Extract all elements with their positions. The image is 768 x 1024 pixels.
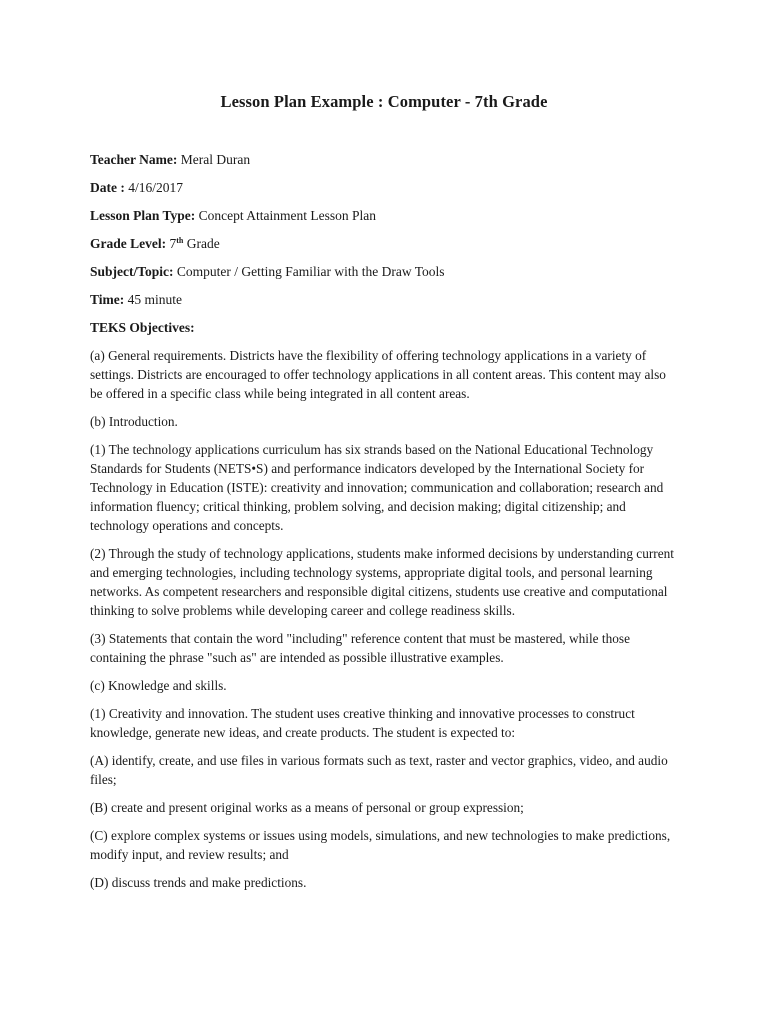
teacher-name-label: Teacher Name: [90, 152, 178, 167]
paragraph-B-create-present: (B) create and present original works as a means of personal or group expression; [90, 800, 524, 815]
grade-level-field [90, 234, 680, 253]
paragraph-b3-statements: (3) Statements that contain the word "including" reference content that must be mastered, while those containing the phrase "such as" are intended as possible illustrative examples. [90, 631, 630, 665]
grade-level-label: Grade Level: [90, 236, 167, 251]
grade-level-text: Grade [183, 236, 220, 251]
lesson-plan-type-label: Lesson Plan Type: [90, 208, 196, 223]
teacher-name-field [90, 150, 680, 169]
paragraph-c1-creativity: (1) Creativity and innovation. The student uses creative thinking and innovative processes to construct knowledge, generate new ideas, and create products. The student is expected to: [90, 706, 635, 740]
document-page [90, 92, 680, 901]
paragraph-a-general-requirements: (a) General requirements. Districts have the flexibility of offering technology applications in a variety of settings. Districts are encouraged to offer technology applications in all content areas. This content may also be offered in a specific class while being integrated in all content areas. [90, 348, 666, 401]
date-value: 4/16/2017 [128, 180, 183, 195]
objectives-body [90, 346, 680, 892]
date-label: Date : [90, 180, 125, 195]
time-label: Time: [90, 292, 125, 307]
time-value: 45 minute [127, 292, 182, 307]
lesson-plan-type-field [90, 206, 680, 225]
paragraph-b1-strands: (1) The technology applications curriculum has six strands based on the National Educational Technology Standards for Students (NETS•S) and performance indicators developed by the International Society for Technology in Education (ISTE): creativity and innovation; communication and collaboration; research and information fluency; critical thinking, problem solving, and decision making; digital citizenship; and technology operations and concepts. [90, 442, 664, 533]
subject-topic-label: Subject/Topic: [90, 264, 174, 279]
subject-topic-value: Computer / Getting Familiar with the Draw Tools [176, 264, 445, 279]
paragraph-b-introduction: (b) Introduction. [90, 414, 178, 429]
paragraph-A-identify-create: (A) identify, create, and use files in various formats such as text, raster and vector graphics, video, and audio files; [90, 753, 668, 787]
date-field [90, 178, 680, 197]
paragraph-c-knowledge-skills: (c) Knowledge and skills. [90, 678, 227, 693]
paragraph-D-discuss-trends: (D) discuss trends and make predictions. [90, 875, 307, 890]
paragraph-C-explore-systems: (C) explore complex systems or issues using models, simulations, and new technologies to make predictions, modify input, and review results; and [90, 828, 671, 862]
subject-topic-field [90, 262, 680, 281]
document-title: Lesson Plan Example : Computer - 7th Grade [220, 92, 548, 111]
teacher-name-value: Meral Duran [180, 152, 251, 167]
grade-level-suffix: th [176, 236, 184, 245]
lesson-plan-type-value: Concept Attainment Lesson Plan [198, 208, 377, 223]
time-field [90, 290, 680, 309]
grade-level-number: 7 [169, 236, 177, 251]
paragraph-b2-study: (2) Through the study of technology applications, students make informed decisions by understanding current and emerging technologies, including technology systems, appropriate digital tools, and personal learning networks. As competent researchers and responsible digital citizens, students use creative and computational thinking to solve problems while developing career and college readiness skills. [90, 546, 674, 618]
teks-objectives-heading: TEKS Objectives: [90, 320, 195, 335]
